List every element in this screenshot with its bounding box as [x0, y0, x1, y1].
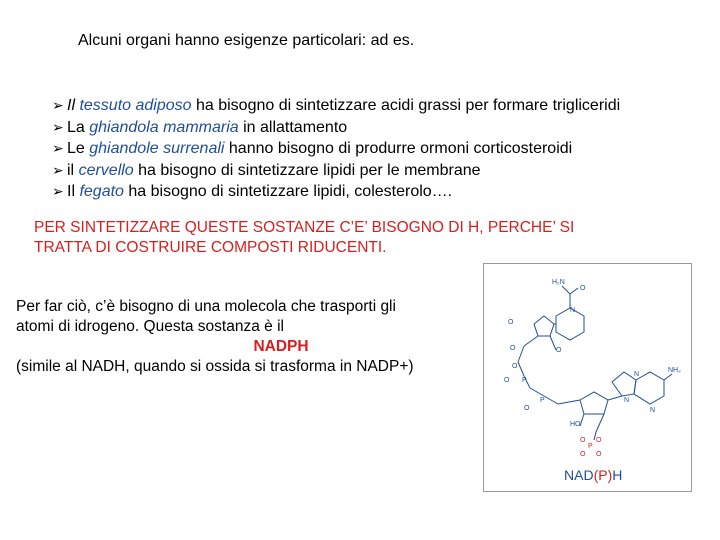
molecule-diagram — [484, 264, 691, 491]
molecule-caption: NAD(P)H — [564, 467, 623, 483]
mol-label: O — [510, 345, 516, 352]
mol-label: N — [570, 307, 576, 314]
list-item: ➢ Il tessuto adiposo ha bisogno di sintetizzare acidi grassi per formare trigliceridi — [52, 97, 621, 114]
mol-label: H₂N — [552, 279, 565, 286]
explanation-paragraph: Per far ciò, c’è bisogno di una molecola che trasporti gli atomi di idrogeno. Questa sostanza è il NADPH (simile al NADH, quando si ossida si trasforma in NADP+) — [16, 297, 486, 377]
list-item: ➢ Le ghiandole surrenali hanno bisogno di produrre ormoni corticosteroidi — [52, 140, 573, 157]
nadph-structure-figure — [483, 263, 692, 492]
mol-label: O — [504, 377, 510, 384]
organ-name: cervello — [78, 161, 134, 179]
arrow-bullet-icon: ➢ — [52, 161, 64, 178]
mol-label: N — [650, 407, 656, 414]
mol-label: O — [596, 451, 602, 458]
organ-name: tessuto adiposo — [79, 97, 192, 114]
mol-label: HO — [570, 421, 581, 428]
nadph-highlight: NADPH — [253, 338, 309, 355]
mol-label: O — [508, 319, 514, 326]
arrow-bullet-icon: ➢ — [52, 118, 64, 135]
mol-label: NH₂ — [668, 367, 681, 374]
mol-label: O — [580, 451, 586, 458]
mol-label: N — [624, 397, 630, 404]
mol-label: O — [580, 285, 586, 292]
mol-label: O — [596, 437, 602, 444]
mol-label: O — [580, 437, 586, 444]
mol-label: P — [522, 377, 527, 384]
intro-text: Alcuni organi hanno esigenze particolari: ad es. — [78, 32, 415, 49]
organ-name: fegato — [79, 183, 124, 200]
mol-label: N — [634, 371, 640, 378]
red-statement: PER SINTETIZZARE QUESTE SOSTANZE C’E’ BISOGNO DI H, PERCHE’ SI TRATTA DI COSTRUIRE COMPOSTI RIDUCENTI. — [34, 219, 575, 256]
arrow-bullet-icon: ➢ — [52, 97, 64, 113]
mol-label: O — [556, 347, 562, 354]
organ-name: ghiandola mammaria — [89, 118, 239, 136]
mol-label: P — [540, 397, 545, 404]
organ-name: ghiandole surrenali — [89, 140, 225, 157]
organ-list — [52, 95, 620, 203]
arrow-bullet-icon: ➢ — [52, 140, 64, 156]
list-item: ➢ Il fegato ha bisogno di sintetizzare lipidi, colesterolo…. — [52, 183, 453, 200]
list-item: ➢ La ghiandola mammaria in allattamento — [52, 118, 348, 136]
arrow-bullet-icon: ➢ — [52, 183, 64, 199]
mol-label: O — [512, 363, 518, 370]
mol-label: O — [524, 405, 530, 412]
list-item: ➢ il cervello ha bisogno di sintetizzare lipidi per le membrane — [52, 161, 481, 179]
mol-label: P — [588, 443, 593, 450]
